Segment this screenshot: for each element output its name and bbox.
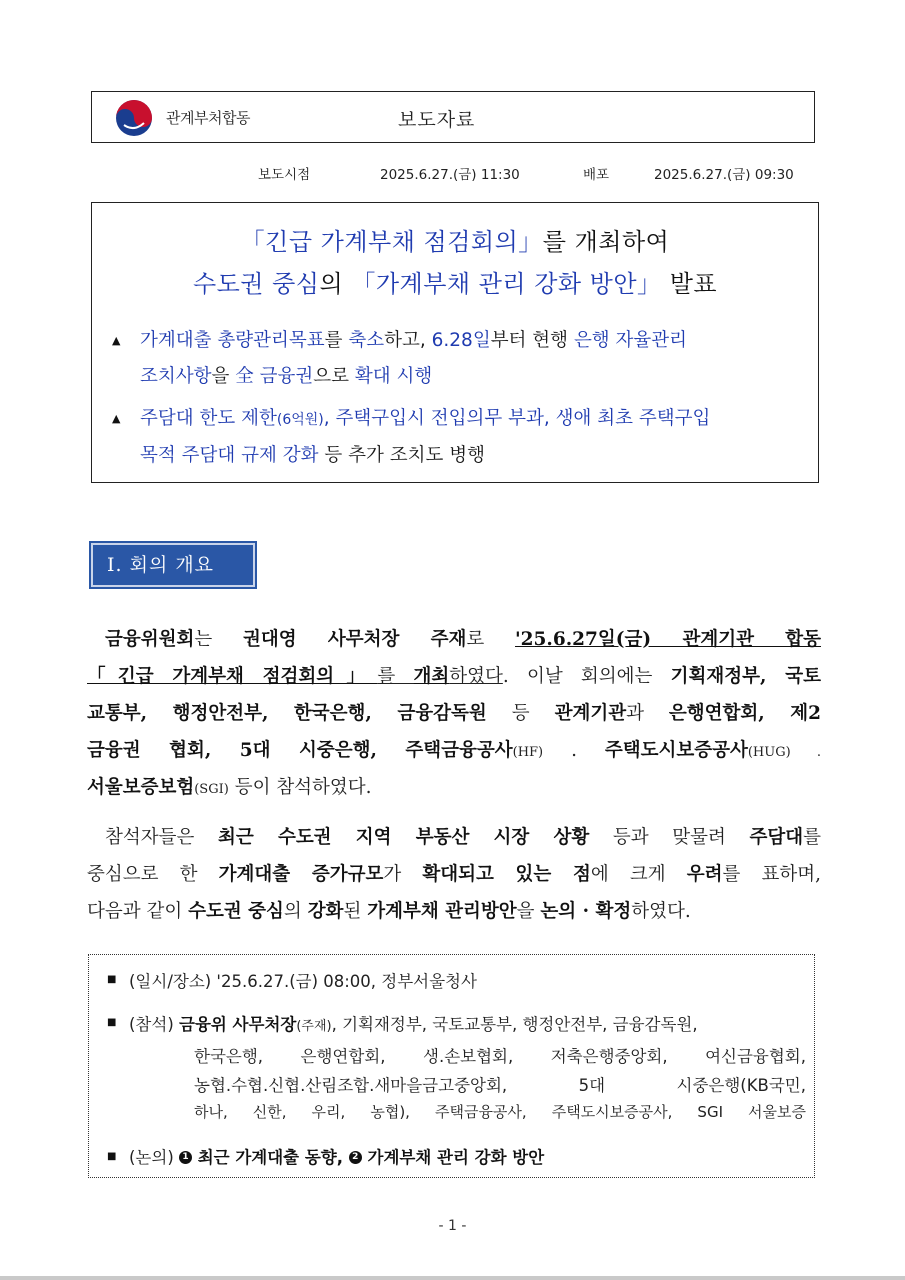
square-bullet-icon: ■ <box>107 1017 117 1028</box>
headline-meeting-name: 「긴급 가계부채 점검회의」 <box>240 228 543 256</box>
headline-plan-name: 「가계부채 관리 강화 방안」 <box>351 270 662 298</box>
meeting-attendees: (참석) 금융위 사무처장(주재), 기획재정부, 국토교통부, 행정안전부, 금융감독원, <box>129 1015 698 1034</box>
headline-text: 의 <box>319 270 352 298</box>
page-number: - 1 - <box>438 1218 467 1234</box>
release-time-label: 보도시점 <box>258 167 311 183</box>
org-name: 관계부처합동 <box>166 109 250 127</box>
meeting-agenda: (논의) 1 최근 가계대출 동향, 2 가계부채 관리 강화 방안 <box>129 1148 545 1167</box>
headline-text: 를 개최하여 <box>542 228 670 256</box>
release-info <box>0 163 905 185</box>
number-2-icon: 2 <box>349 1151 362 1164</box>
headline-focus: 수도권 중심 <box>192 270 320 298</box>
meeting-attendees-cont: 한국은행, 은행연합회, 생.손보협회, 저축은행중앙회, 여신금융협회, <box>194 1047 806 1066</box>
summary-point-1: 가계대출 총량관리목표를 축소하고, 6.28일부터 현행 은행 자율관리 조치사항을 全 금융권으로 확대 시행 <box>140 330 688 387</box>
meeting-attendees-cont: 하나, 신한, 우리, 농협), 주택금융공사, 주택도시보증공사, SGI 서울보증 <box>194 1103 806 1121</box>
triangle-bullet-icon: ▲ <box>112 334 121 347</box>
section-heading: Ⅰ. 회의 개요 <box>91 543 255 587</box>
header-box <box>91 91 815 143</box>
headline-text: 발표 <box>661 270 718 298</box>
square-bullet-icon: ■ <box>107 974 117 985</box>
headline-line-2 <box>92 264 818 299</box>
meeting-datetime-place: (일시/장소) '25.6.27.(금) 08:00, 정부서울청사 <box>129 972 477 991</box>
distribution-label: 배포 <box>583 167 610 183</box>
number-1-icon: 1 <box>179 1151 192 1164</box>
paragraph-meeting-overview: 금융위원회는 권대영 사무처장 주재로 '25.6.27일(금) 관계기관 합동 「긴급 가계부채 점검회의」를 개최하였다. 이날 회의에는 기획재정부, 국토 교통부, 행정안전부, 한국은행, 금융감독원 등 관계기관과 은행연합회, 제2 금융권 협회, 5대 시중은행, 주택금융공사(HF) . 주택도시보증공사(HUG) . 서울보증보험(SGI) 등이 참석하였다. <box>87 629 821 798</box>
government-emblem-icon <box>114 98 154 138</box>
distribution-value: 2025.6.27.(금) 09:30 <box>654 167 794 183</box>
triangle-bullet-icon: ▲ <box>112 412 121 425</box>
meeting-attendees-cont: 농협.수협.신협.산림조합.새마을금고중앙회, 5대 시중은행(KB국민, <box>194 1076 806 1095</box>
summary-point-2: 주담대 한도 제한(6억원), 주택구입시 전입의무 부과, 생애 최초 주택구입 목적 주담대 규제 강화 등 추가 조치도 병행 <box>140 408 711 466</box>
paragraph-discussion: 참석자들은 최근 수도권 지역 부동산 시장 상황 등과 맞물려 주담대를 중심으로 한 가계대출 증가규모가 확대되고 있는 점에 크게 우려를 표하며, 다음과 같이 수도권 중심의 강화된 가계부채 관리방안을 논의 · 확정하였다. <box>87 827 821 922</box>
summary-box <box>91 202 819 483</box>
bottom-divider <box>0 1276 905 1280</box>
square-bullet-icon: ■ <box>107 1151 117 1162</box>
meeting-details-box <box>88 954 815 1178</box>
document-kind: 보도자료 <box>398 109 476 131</box>
release-time-value: 2025.6.27.(금) 11:30 <box>380 167 520 183</box>
headline-line-1 <box>92 222 818 257</box>
